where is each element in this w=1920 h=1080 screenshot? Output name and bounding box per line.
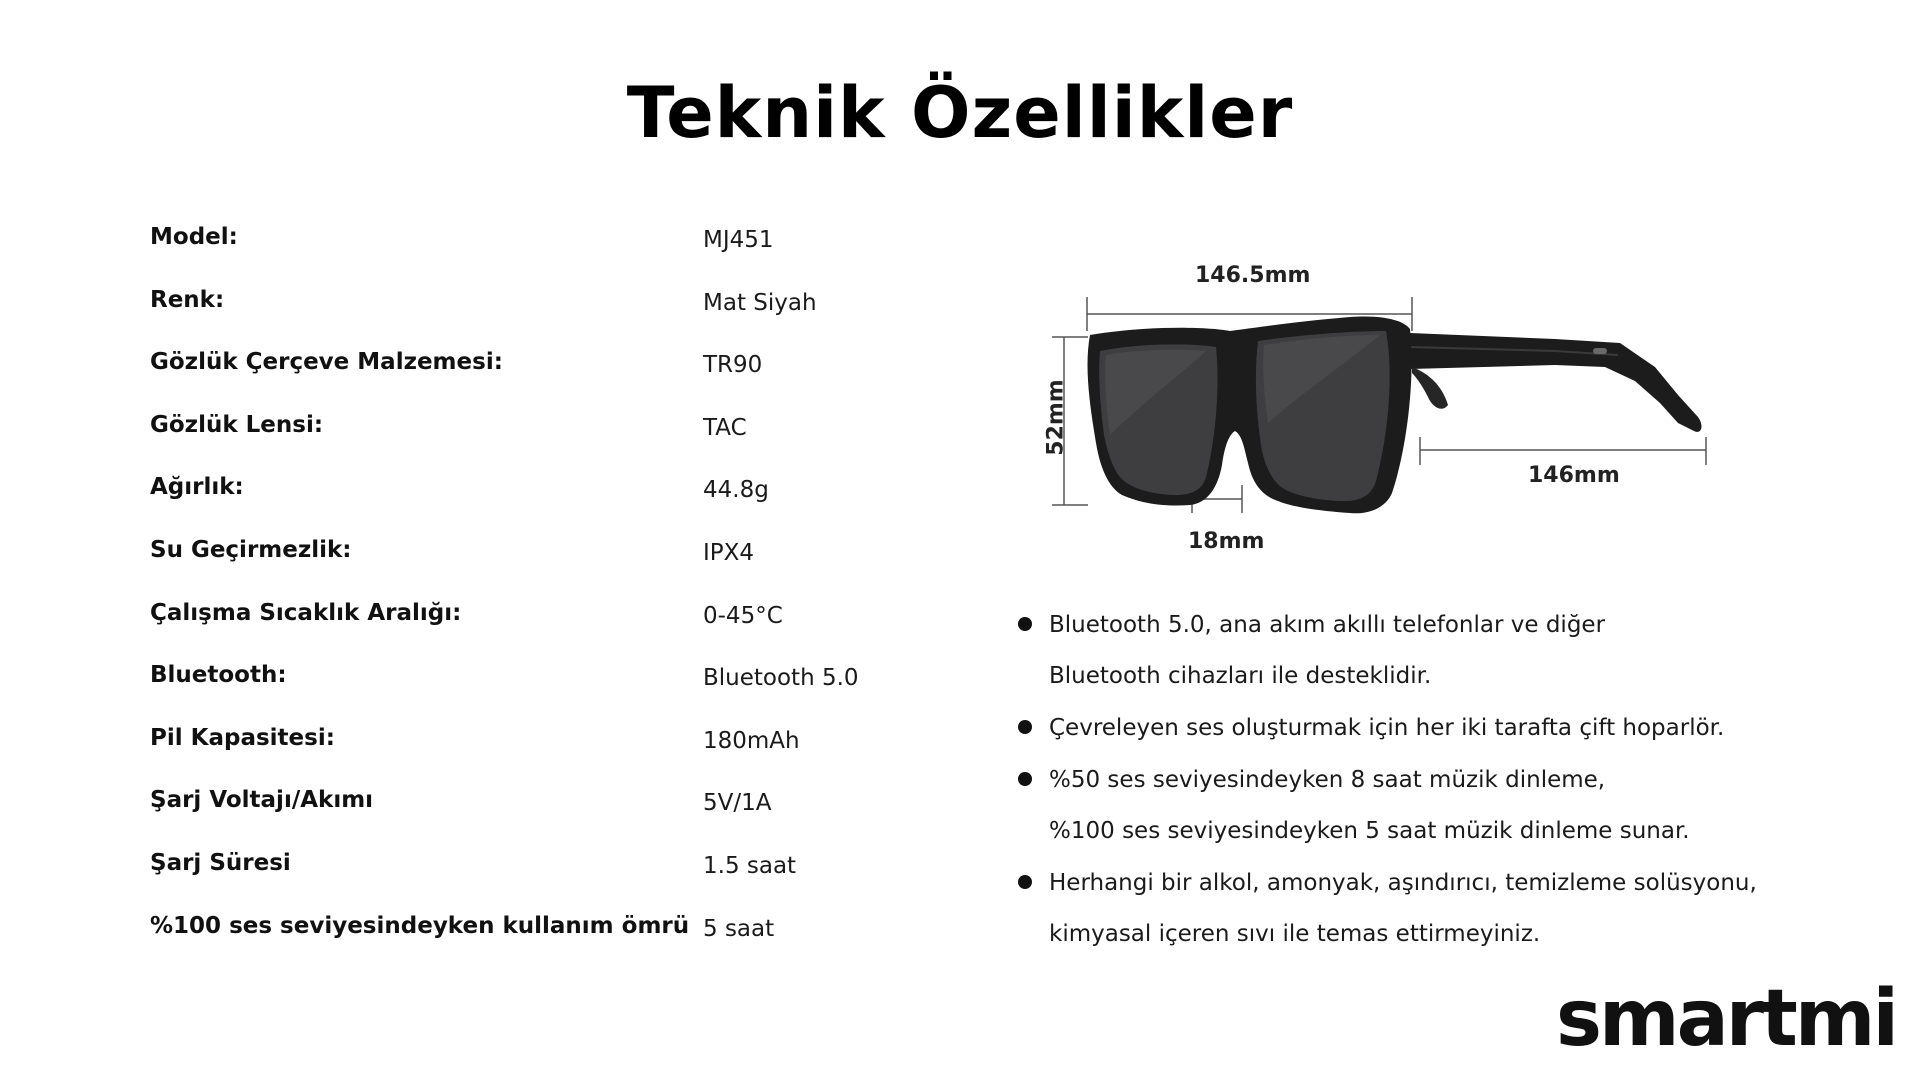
feature-list [1018, 600, 1778, 961]
feature-item [1018, 755, 1778, 857]
bridge-dimension-label: 18mm [1188, 529, 1265, 554]
feature-text: Herhangi bir alkol, amonyak, aşındırıcı, temizleme solüsyonu, [1049, 870, 1757, 896]
feature-text: %50 ses seviyesindeyken 8 saat müzik dinleme, [1049, 767, 1606, 793]
bullet-icon [1018, 617, 1032, 631]
bullet-icon [1018, 875, 1032, 889]
feature-text: Çevreleyen ses oluşturmak için her iki tarafta çift hoparlör. [1049, 715, 1725, 741]
spec-label: Model: [150, 224, 238, 250]
spec-label: Gözlük Çerçeve Malzemesi: [150, 349, 503, 376]
spec-value: 0-45°C [703, 602, 783, 629]
spec-label: Şarj Voltajı/Akımı [150, 787, 374, 814]
spec-label: Renk: [150, 286, 225, 313]
height-dimension-label: 52mm [1043, 379, 1069, 456]
sunglasses-illustration [1030, 255, 1730, 565]
spec-label: Gözlük Lensi: [150, 411, 324, 438]
feature-text: Bluetooth 5.0, ana akım akıllı telefonlar ve diğer [1049, 612, 1606, 638]
feature-item [1018, 703, 1778, 754]
feature-text: Bluetooth cihazları ile desteklidir. [1049, 663, 1432, 689]
spec-value: 5 saat [703, 915, 775, 942]
spec-value: Mat Siyah [703, 289, 817, 316]
feature-text: kimyasal içeren sıvı ile temas ettirmeyiniz. [1049, 921, 1541, 947]
svg-text:smartmi: smartmi [1556, 985, 1896, 1055]
spec-value: 5V/1A [703, 790, 772, 817]
page-title: Teknik Özellikler [626, 72, 1294, 154]
spec-label: Bluetooth: [150, 662, 287, 689]
spec-value: IPX4 [703, 539, 755, 566]
width-dimension-label: 146.5mm [1195, 263, 1311, 288]
spec-label: Şarj Süresi [150, 849, 291, 876]
smartmi-logo-icon [1556, 985, 1898, 1055]
spec-label: Su Geçirmezlik: [150, 536, 352, 563]
temple-dimension-label: 146mm [1528, 463, 1620, 488]
bullet-icon [1018, 772, 1032, 786]
spec-value: 1.5 saat [703, 852, 797, 879]
spec-value: 44.8g [703, 477, 769, 504]
spec-value: Bluetooth 5.0 [703, 665, 859, 692]
glasses-dimension-diagram [1030, 255, 1730, 565]
spec-label: Çalışma Sıcaklık Aralığı: [150, 599, 462, 626]
spec-value: TAC [703, 414, 747, 441]
spec-label: Ağırlık: [150, 474, 244, 501]
feature-item [1018, 600, 1778, 702]
feature-item [1018, 858, 1778, 960]
spec-value: 180mAh [703, 727, 800, 754]
bullet-icon [1018, 720, 1032, 734]
feature-text: %100 ses seviyesindeyken 5 saat müzik dinleme sunar. [1049, 818, 1690, 844]
smartmi-logo [1556, 985, 1898, 1055]
spec-value: TR90 [703, 352, 763, 379]
speaker-port-icon [1593, 348, 1607, 354]
spec-value: MJ451 [703, 227, 774, 253]
spec-label: %100 ses seviyesindeyken kullanım ömrü [150, 912, 690, 939]
spec-label: Pil Kapasitesi: [150, 724, 335, 751]
